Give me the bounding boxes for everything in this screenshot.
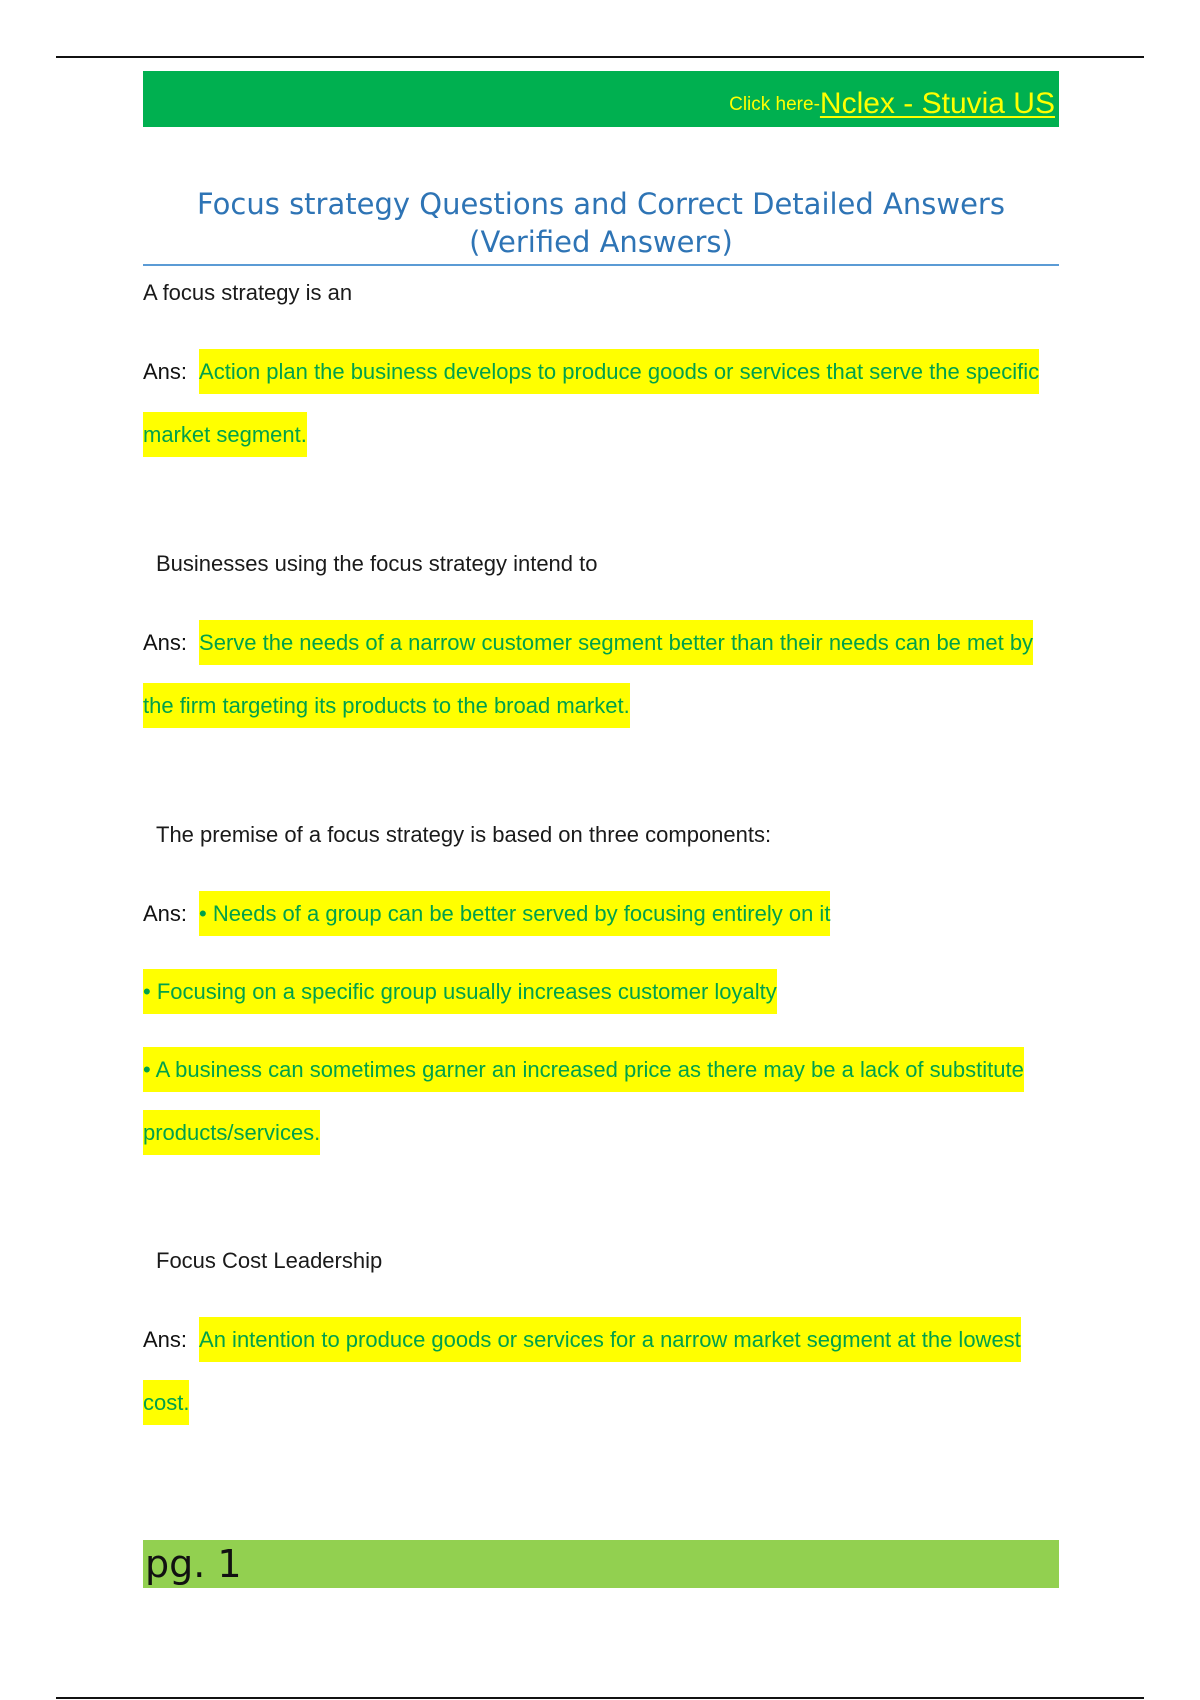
answer-text: An intention to produce goods or services for a narrow market segment at the lowest cost.: [143, 1317, 1021, 1425]
qa-item: [143, 1246, 1059, 1434]
answer-block: [143, 611, 1043, 737]
page-number: pg. 1: [145, 1542, 242, 1586]
document-title: [143, 185, 1059, 266]
header-banner: [143, 71, 1059, 127]
question-text: The premise of a focus strategy is based on three components:: [156, 822, 772, 847]
question-text: Focus Cost Leadership: [156, 1248, 383, 1273]
ans-label: Ans:: [143, 1327, 188, 1352]
stuvia-link[interactable]: Nclex - Stuvia US: [819, 87, 1055, 120]
answer-bullet-line: [143, 1038, 1043, 1164]
title-line-1: Focus strategy Questions and Correct Detailed Answers: [197, 187, 1005, 221]
question-text: A focus strategy is an: [143, 280, 353, 305]
answer-bullet: • Needs of a group can be better served by focusing entirely on it: [199, 891, 830, 936]
title-line-2: (Verified Answers): [469, 225, 733, 259]
ans-label: Ans:: [143, 630, 188, 655]
ans-label: Ans:: [143, 359, 188, 384]
question-text: Businesses using the focus strategy intend to: [156, 551, 598, 576]
document-body: [143, 71, 1059, 1434]
answer-bullet: • A business can sometimes garner an increased price as there may be a lack of substitute products/services.: [143, 1047, 1024, 1155]
answer-block: [143, 882, 1043, 945]
page-footer: [143, 1540, 1059, 1588]
page-bottom-rule: [56, 1697, 1144, 1699]
page-top-rule: [56, 56, 1144, 58]
ans-label: Ans:: [143, 901, 188, 926]
answer-text: Action plan the business develops to produce goods or services that serve the specific market segment.: [143, 349, 1039, 457]
answer-text: Serve the needs of a narrow customer segment better than their needs can be met by the firm targeting its products to the broad market.: [143, 620, 1033, 728]
qa-item: [143, 820, 1059, 1164]
answer-bullet: • Focusing on a specific group usually increases customer loyalty: [143, 969, 777, 1014]
qa-item: [143, 549, 1059, 737]
qa-item: [143, 278, 1059, 466]
answer-block: [143, 340, 1043, 466]
answer-block: [143, 1308, 1043, 1434]
banner-prefix: Click here-: [729, 94, 820, 115]
answer-bullet-line: [143, 960, 1043, 1023]
